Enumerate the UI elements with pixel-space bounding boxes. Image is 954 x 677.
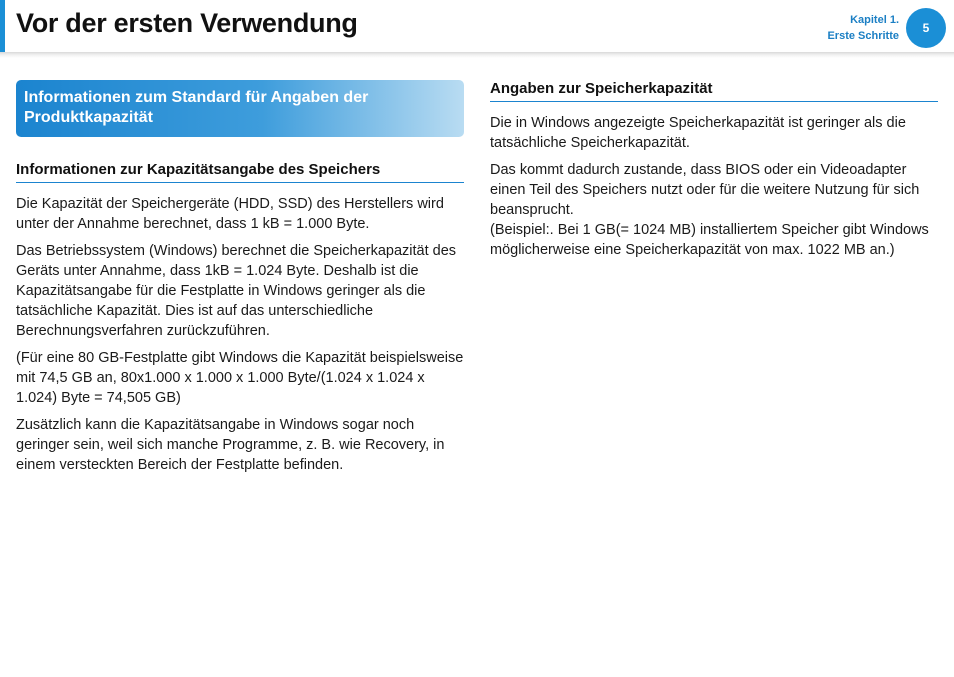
chapter-title: Erste Schritte <box>827 30 899 42</box>
paragraph: Das Betriebssystem (Windows) berechnet die Speicherkapazität des Geräts unter Annahme, dass 1kB = 1.024 Byte. Deshalb ist die Kapazitätsangabe für die Festplatte in Windows geringer als die tatsächliche Kapazität. Dies ist auf das unterschiedliche Berechnungsverfahren zurückzuführen. <box>16 243 457 339</box>
page-number-badge: 5 <box>906 8 946 48</box>
paragraph <box>490 160 938 260</box>
header-divider <box>0 52 954 58</box>
paragraph: Zusätzlich kann die Kapazitätsangabe in Windows sogar noch geringer sein, weil sich manche Programme, z. B. wie Recovery, in einem versteckten Bereich der Festplatte befinden. <box>16 417 445 473</box>
section-heading-storage-capacity: Angaben zur Speicherkapazität <box>490 80 938 102</box>
left-column <box>16 80 464 482</box>
section-heading-capacity-info: Informationen zur Kapazitätsangabe des Speichers <box>16 161 464 183</box>
paragraph-line: (Beispiel:. Bei 1 GB(= 1024 MB) installiertem Speicher gibt Windows möglicherweise eine Speicherkapazität von max. 1022 MB an.) <box>490 222 929 258</box>
chapter-label <box>827 12 899 44</box>
section-banner <box>16 80 464 137</box>
header-accent-bar <box>0 0 5 52</box>
paragraph: Die in Windows angezeigte Speicherkapazität ist geringer als die tatsächliche Speicherkapazität. <box>490 115 906 151</box>
banner-title: Informationen zum Standard für Angaben der Produktkapazität <box>24 89 369 126</box>
right-column <box>490 80 938 267</box>
paragraph: Die Kapazität der Speichergeräte (HDD, SSD) des Herstellers wird unter der Annahme berechnet, dass 1 kB = 1.000 Byte. <box>16 196 444 232</box>
chapter-number: Kapitel 1. <box>850 14 899 26</box>
page-title: Vor der ersten Verwendung <box>16 8 358 38</box>
paragraph: (Für eine 80 GB-Festplatte gibt Windows die Kapazität beispielsweise mit 74,5 GB an, 80x1.000 x 1.000 x 1.000 Byte/(1.024 x 1.024 x 1.024) Byte = 74,505 GB) <box>16 350 464 406</box>
paragraph-line: Das kommt dadurch zustande, dass BIOS oder ein Videoadapter einen Teil des Speichers nutzt oder für die weitere Nutzung für sich beansprucht. <box>490 162 920 218</box>
